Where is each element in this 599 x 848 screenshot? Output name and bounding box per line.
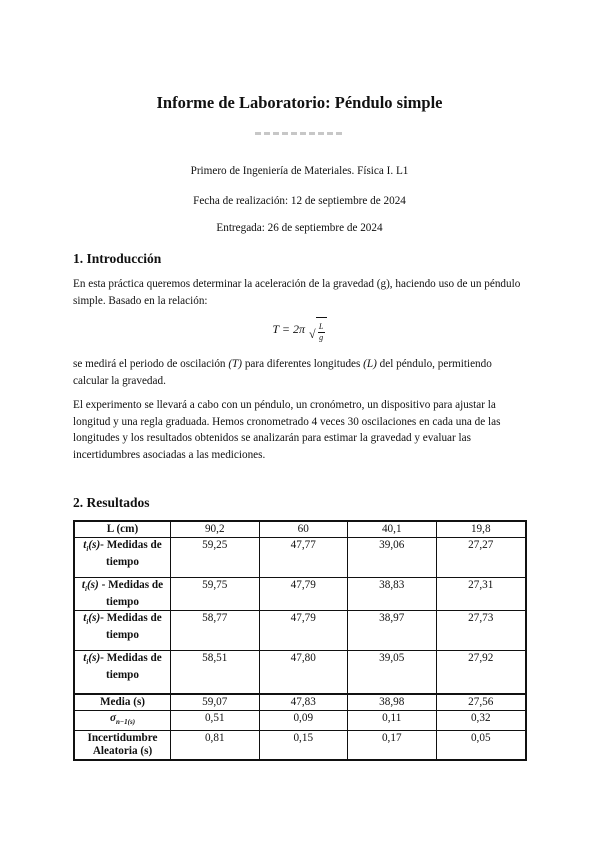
table-cell: 27,27 — [436, 538, 526, 578]
intro-paragraph-2: se medirá el periodo de oscilación (T) para diferentes longitudes (L) del péndulo, permitiendo calcular la gravedad. — [73, 358, 492, 387]
table-cell: 47,79 — [259, 578, 348, 611]
length-cell: 60 — [259, 521, 348, 538]
period-formula — [0, 317, 599, 342]
measurement-row — [74, 611, 526, 651]
table-cell: 59,07 — [171, 694, 260, 711]
table-cell: 47,77 — [259, 538, 348, 578]
table-cell: 39,05 — [348, 651, 437, 694]
course-line: Primero de Ingeniería de Materiales. Física I. L1 — [190, 165, 409, 177]
table-cell: 27,92 — [436, 651, 526, 694]
table-cell: 0,17 — [348, 730, 437, 760]
length-cell: 19,8 — [436, 521, 526, 538]
formula-denominator: g — [319, 333, 324, 342]
row-header: Media (s) — [74, 694, 171, 711]
length-cell: 90,2 — [171, 521, 260, 538]
table-cell: 47,83 — [259, 694, 348, 711]
table-cell: 0,32 — [436, 710, 526, 730]
length-cell: 40,1 — [348, 521, 437, 538]
row-header: $t_i(s)$ - Medidas de tiempo — [74, 578, 171, 611]
table-cell: 58,51 — [171, 651, 260, 694]
table-cell: 0,09 — [259, 710, 348, 730]
author-line — [0, 129, 599, 137]
table-cell: 0,05 — [436, 730, 526, 760]
uncertainty-row — [74, 730, 526, 760]
intro-paragraph-3: El experimento se llevará a cabo con un péndulo, un cronómetro, un dispositivo para ajustar la longitud y una regla graduada. Hemos cronometrado 4 veces 30 oscilaciones en cada una de las longitudes y los resultados obtenidos se analizarán para estimar la gravedad y evaluar las incertidumbres asociadas a las mediciones. — [73, 399, 501, 461]
table-cell: 27,73 — [436, 611, 526, 651]
table-cell: 58,77 — [171, 611, 260, 651]
sigma-row — [74, 710, 526, 730]
measurement-row — [74, 651, 526, 694]
row-header: $t_i(s)-$ Medidas de tiempo — [74, 611, 171, 651]
table-cell: 38,97 — [348, 611, 437, 651]
measurement-row — [74, 538, 526, 578]
table-cell: 0,11 — [348, 710, 437, 730]
mean-row — [74, 694, 526, 711]
table-cell: 0,81 — [171, 730, 260, 760]
table-cell: 38,98 — [348, 694, 437, 711]
date-done-line: Fecha de realización: 12 de septiembre de 2024 — [193, 195, 406, 207]
measurement-row — [74, 578, 526, 611]
table-cell: 59,75 — [171, 578, 260, 611]
row-header: $t_i(s)-$ Medidas de tiempo — [74, 538, 171, 578]
table-cell: 59,25 — [171, 538, 260, 578]
table-cell: 0,51 — [171, 710, 260, 730]
table-cell: 27,31 — [436, 578, 526, 611]
table-cell: 0,15 — [259, 730, 348, 760]
date-delivered-line: Entregada: 26 de septiembre de 2024 — [216, 222, 383, 234]
section-heading-results: 2. Resultados — [73, 495, 150, 510]
intro-paragraph-1: En esta práctica queremos determinar la aceleración de la gravedad (g), haciendo uso de un péndulo simple. Basado en la relación: — [73, 278, 521, 307]
formula-lhs: T = 2π — [272, 322, 305, 336]
section-heading-intro: 1. Introducción — [73, 251, 162, 266]
table-cell: 39,06 — [348, 538, 437, 578]
table-cell: 47,80 — [259, 651, 348, 694]
table-cell: 38,83 — [348, 578, 437, 611]
row-header: L (cm) — [74, 521, 171, 538]
sqrt-symbol: √ $\frac{L}{g}$ — [309, 317, 327, 342]
table-cell: 27,56 — [436, 694, 526, 711]
document-title: Informe de Laboratorio: Péndulo simple — [156, 93, 443, 112]
row-header: $t_i(s)-$ Medidas de tiempo — [74, 651, 171, 694]
row-header: Incertidumbre Aleatoria (s) — [74, 730, 171, 760]
row-header: $\sigma_{n-1(s)}$ — [74, 710, 171, 730]
table-header-row — [74, 521, 526, 538]
results-table — [73, 520, 527, 761]
table-cell: 47,79 — [259, 611, 348, 651]
formula-numerator: L — [318, 322, 324, 331]
author-redacted — [255, 132, 345, 135]
